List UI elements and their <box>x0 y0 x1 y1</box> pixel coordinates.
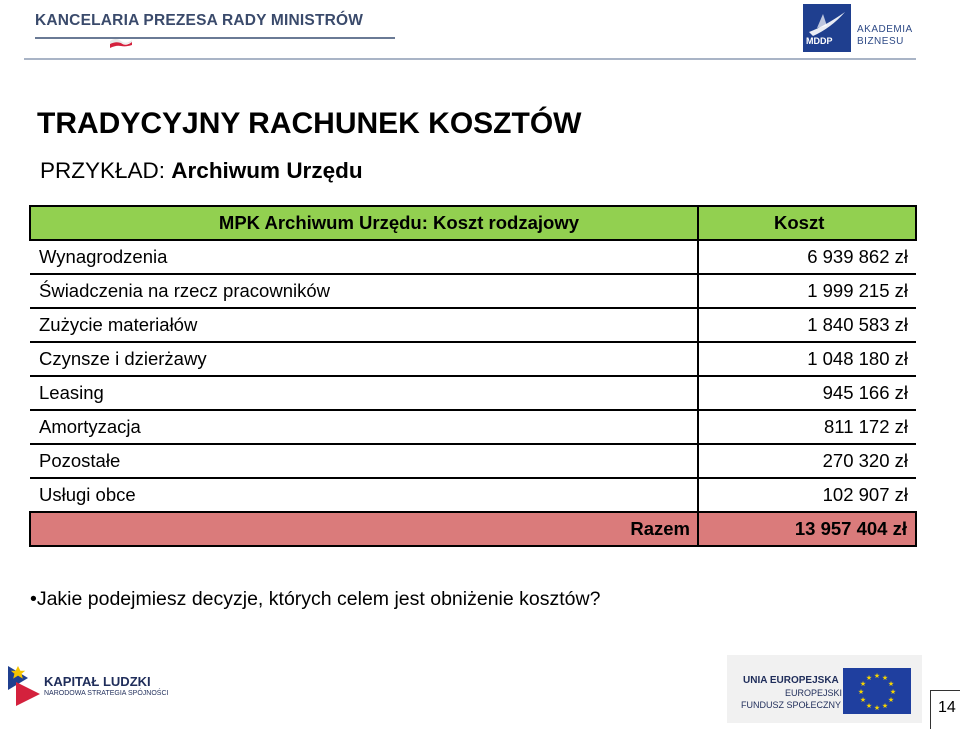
kapital-ludzki-text: KAPITAŁ LUDZKI <box>44 674 151 689</box>
table-row <box>30 308 916 342</box>
row-amount: 1 999 215 zł <box>698 274 916 308</box>
table-header-row <box>30 206 916 240</box>
row-category: Usługi obce <box>30 478 698 512</box>
eu-flag-icon <box>843 668 911 714</box>
akademia-text: AKADEMIA <box>857 24 913 35</box>
svg-text:★: ★ <box>881 674 889 682</box>
svg-text:★: ★ <box>865 702 873 710</box>
row-amount: 1 048 180 zł <box>698 342 916 376</box>
total-label: Razem <box>30 512 698 546</box>
row-amount: 6 939 862 zł <box>698 240 916 274</box>
svg-text:★: ★ <box>889 688 897 696</box>
biznesu-text: BIZNESU <box>857 36 904 47</box>
header-divider <box>24 58 916 60</box>
page-title: TRADYCYJNY RACHUNEK KOSZTÓW <box>37 107 582 140</box>
table-row <box>30 478 916 512</box>
svg-text:★: ★ <box>857 688 865 696</box>
table-row <box>30 410 916 444</box>
svg-text:★: ★ <box>873 704 881 712</box>
table-row <box>30 376 916 410</box>
row-amount: 945 166 zł <box>698 376 916 410</box>
header-category: MPK Archiwum Urzędu: Koszt rodzajowy <box>30 206 698 240</box>
kprm-logo-line <box>35 37 395 39</box>
svg-text:★: ★ <box>859 680 867 688</box>
page-subtitle <box>40 158 363 184</box>
svg-text:★: ★ <box>881 702 889 710</box>
page-number: 14 <box>938 699 956 716</box>
row-amount: 1 840 583 zł <box>698 308 916 342</box>
row-category: Amortyzacja <box>30 410 698 444</box>
poland-flag-icon <box>110 39 132 49</box>
svg-text:★: ★ <box>887 696 895 704</box>
eu-text-line3: FUNDUSZ SPOŁECZNY <box>741 700 842 710</box>
total-amount: 13 957 404 zł <box>698 512 916 546</box>
kapital-ludzki-subtext: NARODOWA STRATEGIA SPÓJNOŚCI <box>44 690 169 697</box>
kprm-logo-text: KANCELARIA PREZESA RADY MINISTRÓW <box>35 12 364 29</box>
row-category: Pozostałe <box>30 444 698 478</box>
subtitle-bold: Archiwum Urzędu <box>171 158 363 183</box>
row-category: Świadczenia na rzecz pracowników <box>30 274 698 308</box>
row-amount: 102 907 zł <box>698 478 916 512</box>
kapital-ludzki-logo-icon <box>6 660 42 710</box>
mddp-badge-text: MDDP <box>806 36 833 46</box>
table-row <box>30 342 916 376</box>
table-total-row <box>30 512 916 546</box>
subtitle-prefix: PRZYKŁAD: <box>40 158 172 183</box>
eu-text-line2: EUROPEJSKI <box>785 688 843 698</box>
svg-text:★: ★ <box>865 674 873 682</box>
row-category: Leasing <box>30 376 698 410</box>
row-category: Wynagrodzenia <box>30 240 698 274</box>
question-bullet: •Jakie podejmiesz decyzje, których celem jest obniżenie kosztów? <box>30 588 601 610</box>
row-category: Zużycie materiałów <box>30 308 698 342</box>
table-row <box>30 444 916 478</box>
table-row <box>30 274 916 308</box>
header-amount: Koszt <box>698 206 916 240</box>
table-row <box>30 240 916 274</box>
row-category: Czynsze i dzierżawy <box>30 342 698 376</box>
eu-text-line1: UNIA EUROPEJSKA <box>743 675 839 686</box>
svg-text:★: ★ <box>887 680 895 688</box>
svg-text:★: ★ <box>859 696 867 704</box>
svg-text:★: ★ <box>873 672 881 680</box>
row-amount: 811 172 zł <box>698 410 916 444</box>
cost-table <box>29 205 917 547</box>
row-amount: 270 320 zł <box>698 444 916 478</box>
